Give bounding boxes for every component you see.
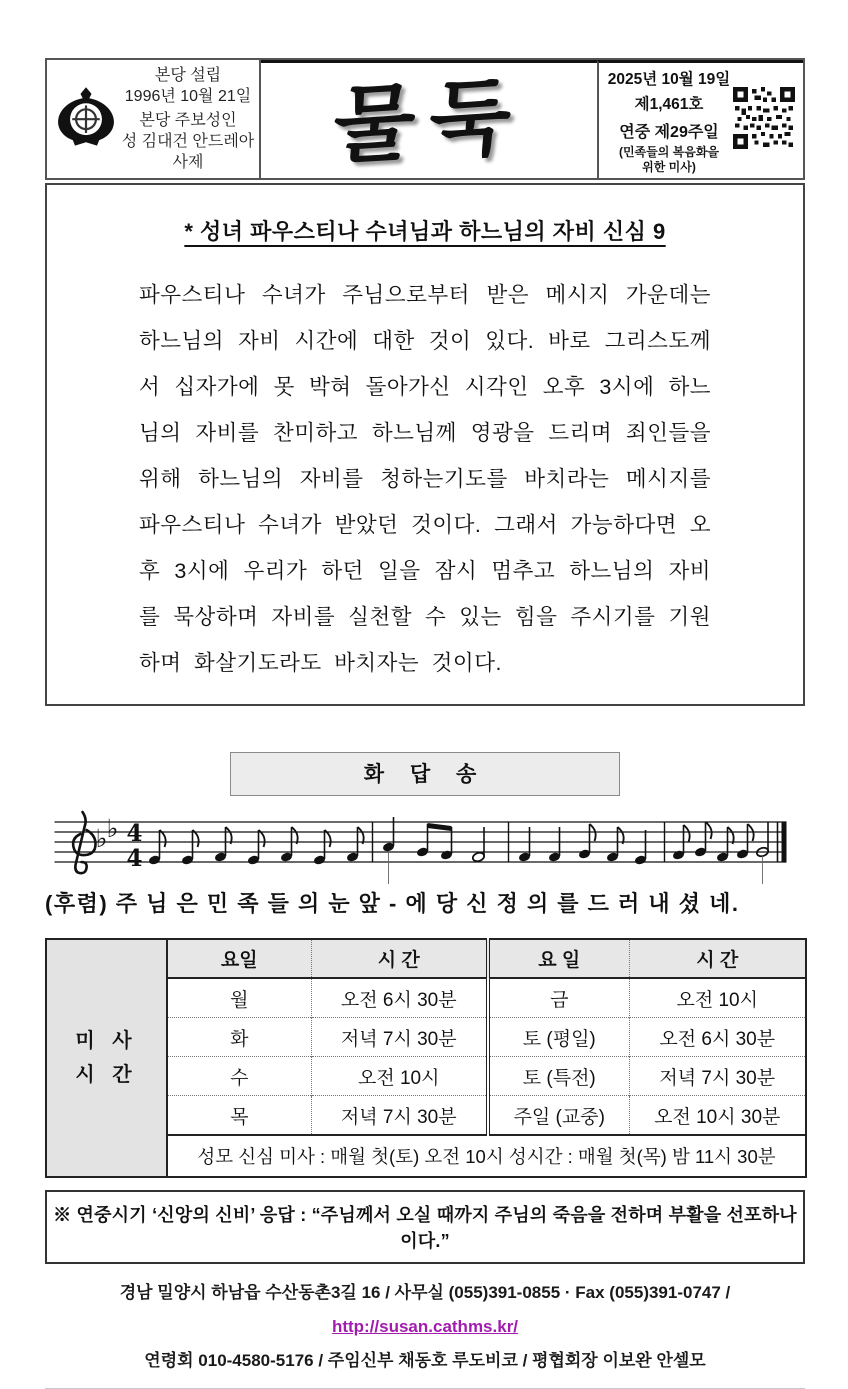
patron-name: 성 김대건 안드레아 사제 (121, 133, 255, 171)
parish-info (119, 62, 257, 176)
parish-founded-label: 본당 설립 (154, 67, 222, 84)
contact-footer (45, 1276, 805, 1378)
col-header-day2: 요 일 (488, 939, 629, 978)
masthead-right (597, 60, 803, 178)
col-header-day1: 요일 (167, 939, 311, 978)
devotion-mass-info: 성모 신심 미사 : 매월 첫(토) 오전 10시 성시간 : 매월 첫(목) 밤 11시 30분 (167, 1135, 806, 1177)
liturgy-response-notice: ※ 연중시기 ‘신앙의 신비’ 응답 : “주님께서 오실 때까지 주님의 죽음을 전하며 부활을 선포하나이다.” (45, 1190, 805, 1264)
issue-info (605, 67, 733, 175)
parish-emblem-icon (53, 86, 119, 153)
masthead-left (47, 60, 261, 178)
staff-line: 연령회 010-4580-5176 / 주임신부 채동호 루도비코 / 평협회장 이보완 안셀모 (144, 1351, 706, 1370)
parish-website-link[interactable]: http://susan.cathms.kr/ (331, 1317, 519, 1336)
liturgical-note: (민족들의 복음화을 위한 미사) (618, 144, 720, 174)
article-title: * 성녀 파우스티나 수녀님과 하느님의 자비 신심 9 (184, 219, 666, 244)
bulletin-sheet (45, 58, 805, 1389)
qr-code (733, 87, 795, 154)
table-row: 화 저녁 7시 30분 토 (평일) 오전 6시 30분 (46, 1018, 806, 1057)
masthead-title (261, 60, 597, 178)
table-row: 월 오전 6시 30분 금 오전 10시 (46, 978, 806, 1018)
liturgical-sunday: 연중 제29주일 (619, 123, 719, 141)
bulletin-title-calligraphy: 물둑 (328, 65, 530, 175)
col-header-time2: 시 간 (629, 939, 806, 978)
responsorial-psalm-header: 화 답 송 (230, 752, 620, 796)
music-notation (45, 806, 805, 891)
psalm-refrain-lyrics: (후렴) 주 님 은 민 족 들 의 눈 앞 - 에 당 신 정 의 를 드 러 내 셨 네. (45, 891, 740, 916)
issue-number: 제1,461호 (634, 95, 704, 113)
table-row: 목 저녁 7시 30분 주일 (교중) 오전 10시 30분 (46, 1096, 806, 1136)
patron-label: 본당 주보성인 (139, 112, 237, 129)
svg-text:♭: ♭ (95, 824, 108, 853)
issue-date: 2025년 10월 19일 (607, 70, 731, 88)
mass-time-label: 미 사 시 간 (46, 939, 167, 1177)
table-header-row (46, 939, 806, 978)
article-body: 파우스티나 수녀가 주님으로부터 받은 메시지 가운데는 하느님의 자비 시간에 대한 것이 있다. 바로 그리스도께서 십자가에 못 박혀 돌아가신 시각인 오후 3시에 하느님의 자비를 찬미하고 하느님께 영광을 드리며 죄인들을 위해 하느님의 자비를 청하는기도를 바치라는 메시지를 파우스티나 수녀가 받았던 것이다. 그래서 가능하다면 오후 3시에 우리가 하던 일을 잠시 멈추고 하느님의 자비를 묵상하며 자비를 실천할 수 있는 힘을 주시기를 기원하며 화살기도라도 바치자는 것이다. (139, 283, 711, 675)
svg-text:4: 4 (126, 845, 143, 872)
address-line: 경남 밀양시 하남읍 수산동촌3길 16 / 사무실 (055)391-0855 · Fax (055)391-0747 / http://susan.cathms.kr/ (119, 1283, 731, 1336)
col-header-time1: 시 간 (311, 939, 488, 978)
svg-text:♭: ♭ (106, 814, 119, 843)
mass-schedule-table (45, 938, 807, 1178)
svg-text:4: 4 (126, 820, 143, 847)
article-box (45, 183, 805, 706)
masthead (45, 58, 805, 180)
table-row: 수 오전 10시 토 (특전) 저녁 7시 30분 (46, 1057, 806, 1096)
parish-founded-date: 1996년 10월 21일 (124, 88, 252, 105)
